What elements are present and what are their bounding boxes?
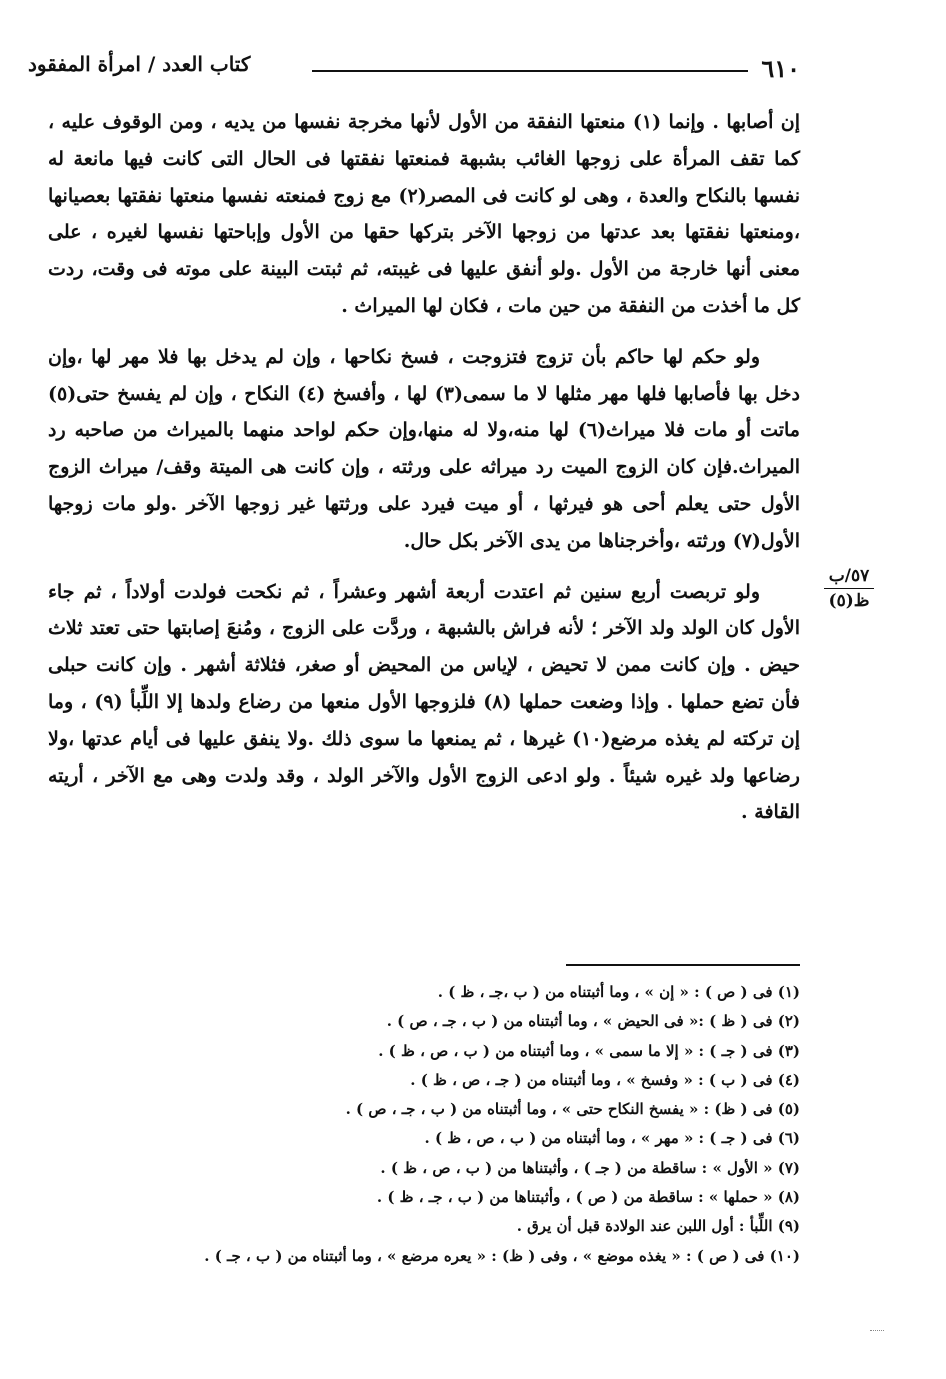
footnote-2: (٢) فى ( ظ ) :« فى الحيض » ، وما أثبتناه من ( ب ، جـ ، ص ) .: [386, 1012, 800, 1031]
header-rule: [312, 70, 748, 72]
footnote-10: (١٠) فى ( ص ) : « يغذه موضع » ، وفى ( ظ) : « يعره مرضع » ، وما أثبتناه من ( ب ، جـ ) .: [204, 1246, 800, 1265]
footnote-8: (٨) « حملها » : ساقطة من ( ص ) ، وأثبتناها من ( ب ، جـ ، ظ ) .: [376, 1188, 800, 1207]
folio-reference: ٥٧/ب: [828, 566, 870, 586]
footnote-7: (٧) « الأول » : ساقطة من ( جـ ) ، وأثبتناها من ( ب ، ص ، ظ ) .: [380, 1158, 800, 1177]
footnote-separator: [566, 964, 800, 966]
footnote-5: (٥) فى ( ظ) : « يفسخ النكاح حتى » ، وما أثبتناه من ( ب ، جـ ، ص ) .: [345, 1100, 800, 1119]
footnote-3: (٣) فى ( جـ ) : « إلا ما سمى » ، وما أثبتناه من ( ب ، ص ، ظ ) .: [378, 1041, 800, 1060]
page-header: [28, 50, 800, 90]
main-text: [48, 104, 800, 845]
paragraph-2: ولو حكم لها حاكم بأن تزوج فتزوجت ، فسخ نكاحها ، وإن لم يدخل بها فلا مهر لها ،وإن دخل بها فأصابها فلها مهر مثلها لا ما سمى(٣) لها ، وأفسخ (٤) النكاح ، وإن لم يفسخ حتى(٥) ماتت أو مات فلا ميراث(٦) لها منه،ولا له منها،وإن حكم لواحد منهما بالميراث من صاحبه رد الميراث.فإن كان الزوج الميت رد ميراثه على ورثته ، وإن كانت هى الميتة وقف/ ميراث الزوج الأول حتى يعلم أحى هو فيرثها ، أو ميت فيرد على ورثتها غير زوجها الآخر .ولو مات زوجها الأول(٧) ورثته ،وأخرجناها من يدى الآخر بكل حال.: [48, 345, 800, 552]
footnote-4: (٤) فى ( ب ) : « وفسخ » ، وما أثبتناه من ( جـ ، ص ، ظ ) .: [410, 1070, 800, 1089]
footnote-6: (٦) فى ( جـ ) : « مهر » ، وما أثبتناه من ( ب ، ص ، ظ ) .: [424, 1129, 800, 1148]
manuscript-siglum: ظ(٥): [828, 591, 870, 611]
running-title: كتاب العدد / امرأة المفقود: [28, 52, 251, 76]
paragraph-1: إن أصابها . وإنما (١) منعتها النفقة من الأول لأنها مخرجة نفسها من يديه ، ومن الوقوف عليه ، كما تقف المرأة على زوجها الغائب بشبهة فمنعتها نفقتها فى الحال التى كانت فيها مانعة له نفسها بالنكاح والعدة ، وهى لو كانت فى المصر(٢) مع زوج فمنعته نفسها منعتها نفقتها بعصيانها ،ومنعتها نفقتها بعد عدتها من زوجها الآخر بتركها حقها من الأول وإباحتها نفسها لغيره ، على معنى أنها خارجة من الأول .ولو أنفق عليها فى غيبته، ثم ثبتت البينة على موته فى وقت، ردت كل ما أخذت من النفقة من حين مات ، فكان لها الميراث .: [48, 111, 801, 317]
manuscript-folio-note: [818, 566, 880, 611]
footnote-1: (١) فى ( ص ) : « إن » ، وما أثبتناه من ( ب ،جـ ، ظ ) .: [437, 983, 800, 1001]
paragraph-3: ولو تربصت أربع سنين ثم اعتدت أربعة أشهر وعشراً ، ثم نكحت فولدت أولاداً ، ثم جاء الأول كان الولد ولد الآخر ؛ لأنه فراش بالشبهة ، وردَّت على الزوج ، ومُنعَ إصابتها حتى تعتد ثلاث حيض . وإن كانت ممن لا تحيض ، لإياس من المحيض أو صغر، فثلاثة أشهر . وإن كانت حبلى فأن تضع حملها . وإذا وضعت حملها (٨) فلزوجها الأول منعها من رضاع ولدها إلا اللِّبأ (٩) ، وما إن تركته لم يغذه مرضع(١٠) غيرها ، ثم يمنعها ما سوى ذلك .ولا ينفق عليها فى أيام عدتها ،ولا رضاعها ولد غيره شيئاً . ولو ادعى الزوج الأول والآخر الولد ، وقد ولدت وهى مع الآخر ، أريته القافة .: [48, 580, 800, 824]
footnote-9: (٩) اللِّبأ : أول اللبن عند الولادة قبل أن يرق .: [516, 1217, 800, 1236]
scan-mark: [870, 1330, 884, 1331]
page-number: ٦١٠: [761, 54, 800, 83]
footnotes: [48, 978, 800, 1271]
